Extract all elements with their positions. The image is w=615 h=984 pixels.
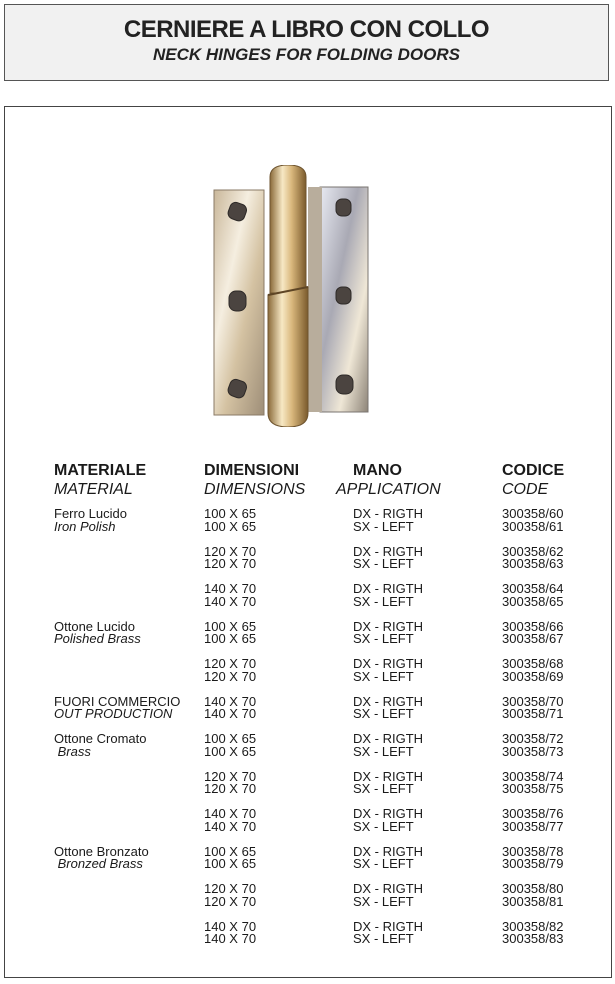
- dimensions-cell: [204, 508, 256, 533]
- column-header-code-en: CODE: [502, 481, 549, 498]
- dimensions-cell: [204, 658, 256, 683]
- dimensions-cell: [204, 618, 257, 646]
- column-header-dimensions: [204, 462, 305, 499]
- dimensions-cell-line: 100 X 65: [204, 618, 257, 634]
- code-cell-line: 300358/68: [502, 656, 564, 671]
- dimensions-cell-line: 140 X 70: [204, 806, 257, 821]
- column-header-material-en: MATERIAL: [54, 481, 133, 498]
- code-cell: [502, 583, 563, 608]
- table-row: [0, 658, 615, 684]
- hand-cell-line: DX - RIGTH: [353, 918, 424, 934]
- dimensions-cell-line: 120 X 70: [204, 556, 257, 571]
- code-cell-line: 300358/71: [502, 706, 564, 721]
- hand-cell-line: SX - LEFT: [353, 668, 414, 684]
- code-cell: [502, 693, 564, 721]
- hand-cell-line: DX - RIGTH: [353, 881, 424, 896]
- table-row: [0, 883, 615, 909]
- dimensions-cell: [204, 543, 257, 571]
- table-row: [0, 543, 615, 572]
- hand-cell-line: DX - RIGTH: [353, 843, 424, 859]
- code-cell-line: 300358/67: [502, 631, 564, 646]
- dimensions-cell-line: 120 X 70: [204, 781, 257, 796]
- dimensions-cell-line: 100 X 65: [204, 731, 257, 746]
- dimensions-cell: [204, 693, 257, 721]
- code-cell-line: 300358/69: [502, 668, 564, 684]
- column-header-dimensions-it: DIMENSIONI: [204, 462, 300, 479]
- code-cell-line: 300358/73: [502, 743, 564, 759]
- page-subtitle: NECK HINGES FOR FOLDING DOORS: [153, 45, 460, 64]
- hand-cell-line: SX - LEFT: [353, 593, 414, 609]
- material-cell: [54, 843, 149, 871]
- dimensions-cell-line: 140 X 70: [204, 918, 257, 934]
- column-header-material-it: MATERIALE: [54, 462, 147, 479]
- material-cell-line: Iron Polish: [54, 518, 116, 534]
- hand-cell-line: SX - LEFT: [353, 556, 414, 571]
- material-cell-line: Ottone Cromato: [54, 731, 147, 746]
- dimensions-cell-line: 120 X 70: [204, 893, 257, 909]
- hand-cell: [353, 658, 423, 683]
- hand-cell-line: DX - RIGTH: [353, 731, 424, 746]
- material-cell-line: Ottone Lucido: [54, 618, 135, 634]
- hand-cell: [353, 733, 423, 758]
- dimensions-cell-line: 120 X 70: [204, 668, 257, 684]
- table-row: [0, 808, 615, 834]
- hand-cell-line: SX - LEFT: [353, 931, 414, 946]
- hand-cell-line: SX - LEFT: [353, 743, 414, 759]
- code-cell-line: 300358/74: [502, 768, 564, 784]
- hand-cell-line: SX - LEFT: [353, 818, 414, 834]
- dimensions-cell-line: 140 X 70: [204, 693, 257, 709]
- code-cell: [502, 768, 564, 796]
- hand-cell-line: DX - RIGTH: [353, 506, 424, 521]
- hand-cell-line: SX - LEFT: [353, 518, 414, 534]
- dimensions-cell: [204, 733, 256, 758]
- dimensions-cell-line: 140 X 70: [204, 593, 257, 609]
- hand-cell: [353, 618, 424, 646]
- dimensions-cell-line: 100 X 65: [204, 856, 257, 871]
- hand-cell-line: SX - LEFT: [353, 856, 414, 871]
- code-cell-line: 300358/78: [502, 843, 564, 859]
- material-cell: [54, 508, 127, 533]
- hand-cell-line: DX - RIGTH: [353, 656, 424, 671]
- material-cell-line: Ottone Bronzato: [54, 843, 149, 859]
- code-cell: [502, 883, 563, 908]
- table-row: [0, 733, 615, 759]
- material-cell-line: FUORI COMMERCIO: [54, 693, 181, 709]
- dimensions-cell: [204, 883, 256, 908]
- dimensions-cell-line: 120 X 70: [204, 543, 257, 559]
- dimensions-cell: [204, 918, 257, 946]
- code-cell-line: 300358/61: [502, 518, 564, 534]
- table-row: [0, 843, 615, 872]
- code-cell-line: 300358/77: [502, 818, 564, 834]
- code-cell-line: 300358/76: [502, 806, 564, 821]
- dimensions-cell: [204, 768, 257, 796]
- hand-cell-line: DX - RIGTH: [353, 618, 424, 634]
- column-header-code: [502, 462, 564, 499]
- table-row: [0, 508, 615, 534]
- material-cell-line: Brass: [54, 743, 91, 759]
- hand-cell-line: DX - RIGTH: [353, 768, 424, 784]
- column-header-hand-it: MANO: [353, 462, 402, 479]
- table-row: [0, 618, 615, 647]
- hand-cell-line: DX - RIGTH: [353, 581, 424, 596]
- dimensions-cell-line: 140 X 70: [204, 931, 257, 946]
- hand-cell: [353, 843, 424, 871]
- code-cell: [502, 733, 563, 758]
- hand-cell-line: SX - LEFT: [353, 893, 414, 909]
- hand-cell-line: SX - LEFT: [353, 631, 414, 646]
- dimensions-cell-line: 100 X 65: [204, 843, 257, 859]
- column-header-dimensions-en: DIMENSIONS: [204, 481, 306, 498]
- table-row: [0, 583, 615, 609]
- dimensions-cell-line: 100 X 65: [204, 743, 257, 759]
- column-header-hand: [336, 462, 441, 499]
- material-cell-line: Ferro Lucido: [54, 506, 127, 521]
- code-cell-line: 300358/65: [502, 593, 564, 609]
- column-header-code-it: CODICE: [502, 462, 565, 479]
- dimensions-cell-line: 120 X 70: [204, 881, 257, 896]
- code-cell: [502, 808, 563, 833]
- material-cell: [54, 618, 141, 646]
- hand-cell: [353, 918, 424, 946]
- code-cell: [502, 658, 563, 683]
- code-cell-line: 300358/62: [502, 543, 564, 559]
- dimensions-cell-line: 120 X 70: [204, 656, 257, 671]
- header-box: [4, 4, 609, 81]
- code-cell-line: 300358/60: [502, 506, 564, 521]
- hinge-product-image: [212, 165, 372, 427]
- dimensions-cell-line: 100 X 65: [204, 506, 257, 521]
- hand-cell: [353, 768, 424, 796]
- code-cell-line: 300358/81: [502, 893, 564, 909]
- code-cell-line: 300358/82: [502, 918, 564, 934]
- dimensions-cell-line: 100 X 65: [204, 518, 257, 534]
- hand-cell: [353, 543, 424, 571]
- table-row: [0, 768, 615, 797]
- code-cell-line: 300358/79: [502, 856, 564, 871]
- hand-cell: [353, 508, 423, 533]
- table-row: [0, 918, 615, 947]
- material-cell-line: Polished Brass: [54, 631, 141, 646]
- code-cell-line: 300358/83: [502, 931, 564, 946]
- hand-cell-line: DX - RIGTH: [353, 543, 424, 559]
- hand-cell-line: DX - RIGTH: [353, 693, 424, 709]
- dimensions-cell-line: 100 X 65: [204, 631, 257, 646]
- material-cell-line: OUT PRODUCTION: [54, 706, 173, 721]
- dimensions-cell: [204, 808, 256, 833]
- code-cell: [502, 618, 564, 646]
- code-cell: [502, 508, 563, 533]
- code-cell-line: 300358/63: [502, 556, 564, 571]
- code-cell-line: 300358/80: [502, 881, 564, 896]
- table-row: [0, 693, 615, 722]
- material-cell: [54, 733, 147, 758]
- page-title: CERNIERE A LIBRO CON COLLO: [123, 16, 490, 43]
- code-cell: [502, 543, 564, 571]
- code-cell-line: 300358/70: [502, 693, 564, 709]
- material-cell-line: Bronzed Brass: [54, 856, 143, 871]
- dimensions-cell: [204, 583, 256, 608]
- dimensions-cell-line: 120 X 70: [204, 768, 257, 784]
- dimensions-cell: [204, 843, 257, 871]
- column-header-hand-en: APPLICATION: [336, 481, 441, 498]
- hand-cell-line: DX - RIGTH: [353, 806, 424, 821]
- hand-cell: [353, 883, 423, 908]
- code-cell-line: 300358/72: [502, 731, 564, 746]
- dimensions-cell-line: 140 X 70: [204, 706, 257, 721]
- hand-cell-line: SX - LEFT: [353, 781, 414, 796]
- material-cell: [54, 693, 181, 721]
- code-cell-line: 300358/64: [502, 581, 564, 596]
- hand-cell: [353, 693, 424, 721]
- code-cell-line: 300358/66: [502, 618, 564, 634]
- hand-cell-line: SX - LEFT: [353, 706, 414, 721]
- dimensions-cell-line: 140 X 70: [204, 581, 257, 596]
- code-cell: [502, 843, 564, 871]
- code-cell: [502, 918, 564, 946]
- hand-cell: [353, 583, 423, 608]
- column-header-material: [54, 462, 146, 499]
- hand-cell: [353, 808, 423, 833]
- dimensions-cell-line: 140 X 70: [204, 818, 257, 834]
- code-cell-line: 300358/75: [502, 781, 564, 796]
